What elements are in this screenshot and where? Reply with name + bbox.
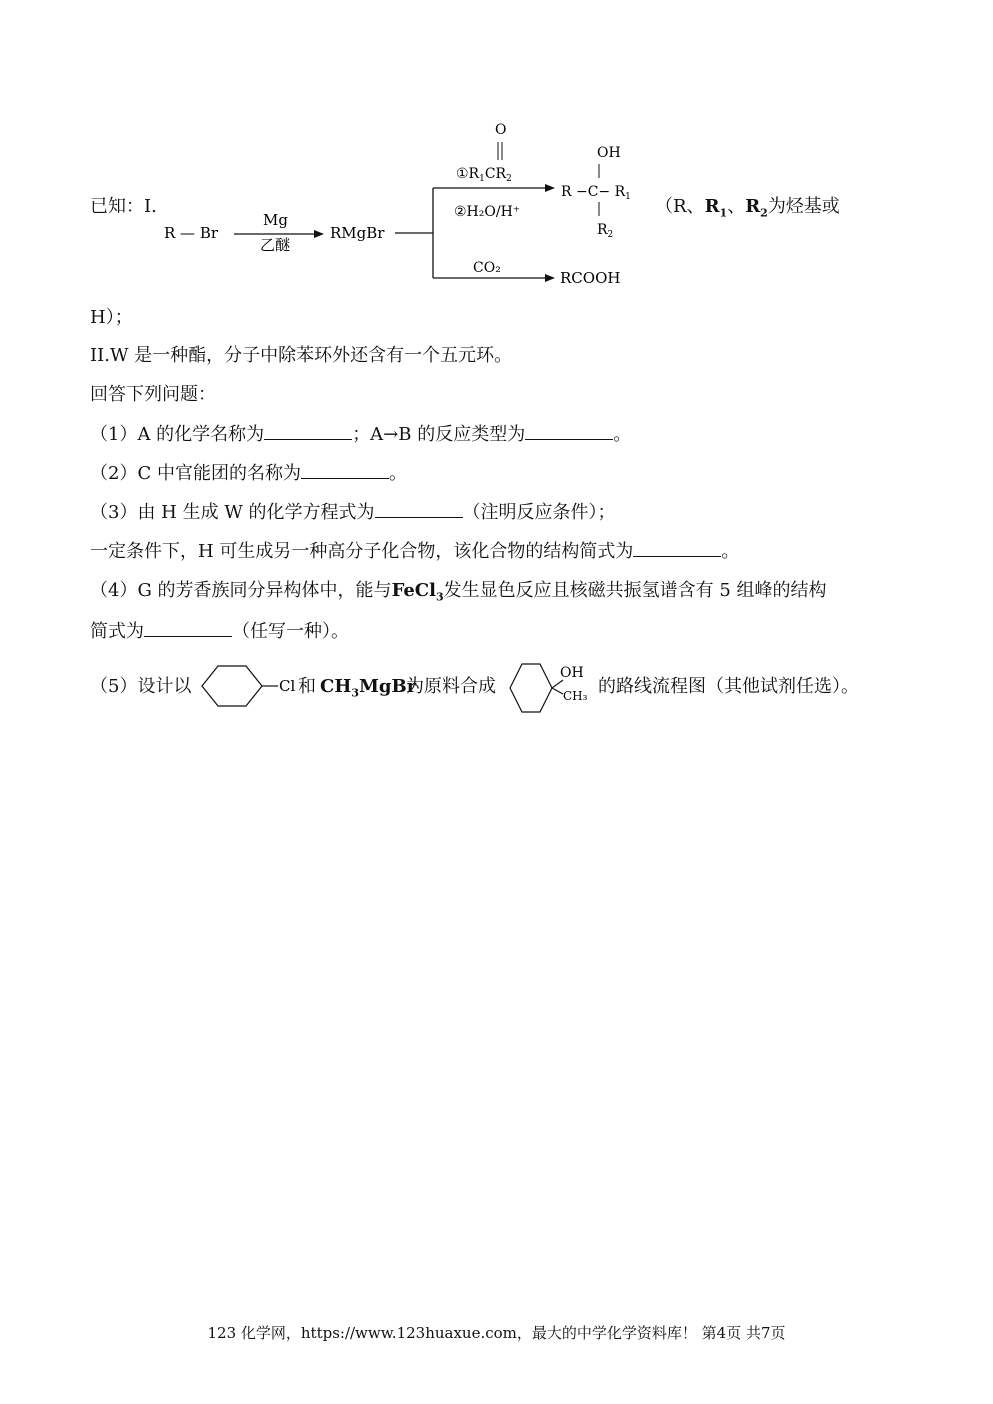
step1-reagent: $①R_1CR_2$ [456, 166, 512, 184]
answer-blank [144, 620, 232, 637]
question-3: （3）由 H 生成 W 的化学方程式为 （注明反应条件）； [90, 502, 616, 523]
ch3-label: CH₃ [563, 689, 588, 703]
ch3mgbr-label: $CH_3MgBr$ [320, 676, 417, 700]
question-5-mid: 为原料合成 [406, 676, 496, 697]
answer-blank [264, 423, 352, 440]
question-5-prefix: （5）设计以 [90, 676, 192, 697]
answer-blank [301, 462, 389, 479]
reactant: R — Br [164, 224, 219, 242]
methylcyclohexanol-structure [508, 660, 600, 716]
intermediate: RMgBr [330, 224, 385, 242]
line-ii: II.W 是一种酯，分子中除苯环外还含有一个五元环。 [90, 345, 513, 366]
product-r2: $R_2$ [597, 222, 614, 240]
step2-reagent: ②H₂O/H⁺ [454, 204, 521, 220]
answer-blank [525, 423, 613, 440]
product-oh: OH [597, 145, 621, 161]
cl-label: Cl [279, 677, 296, 695]
question-2: （2）C 中官能团的名称为 。 [90, 463, 407, 484]
question-5-and: 和 [298, 676, 316, 697]
chlorocyclohexane-structure [200, 664, 300, 708]
product-chain: $R -C- R_1$ [561, 184, 631, 202]
question-5-suffix: 的路线流程图（其他试剂任选）。 [598, 676, 859, 697]
known-note-end: H）； [90, 307, 133, 328]
co2-reagent: CO₂ [473, 260, 501, 276]
answer-heading: 回答下列问题： [90, 384, 216, 405]
oh-label: OH [560, 665, 584, 681]
product2: RCOOH [560, 269, 621, 287]
question-1: （1）A 的化学名称为 ；A→B 的反应类型为 。 [90, 424, 632, 445]
carbonyl-o: O [495, 122, 507, 138]
question-4: （4）G 的芳香族同分异构体中，能与FeCl$_3$发生显色反应且核磁共振氢谱含有 5 组峰的结构 [90, 580, 827, 604]
reagent-ether: 乙醚 [260, 236, 291, 254]
known-note: （R、$R_1$、$R_2$为烃基或 [655, 196, 840, 220]
known-prefix: 已知：I. [90, 196, 157, 217]
answer-blank [375, 501, 463, 518]
grignard-reaction-diagram [150, 110, 650, 300]
question-4-line2: 简式为 （任写一种）。 [90, 621, 349, 642]
answer-blank [633, 540, 721, 557]
question-3-line2: 一定条件下，H 可生成另一种高分子化合物，该化合物的结构简式为 。 [90, 541, 740, 562]
reagent-mg: Mg [263, 211, 288, 229]
page-footer: 123 化学网，https://www.123huaxue.com，最大的中学化学资料库！ 第4页 共7页 [207, 1324, 786, 1342]
